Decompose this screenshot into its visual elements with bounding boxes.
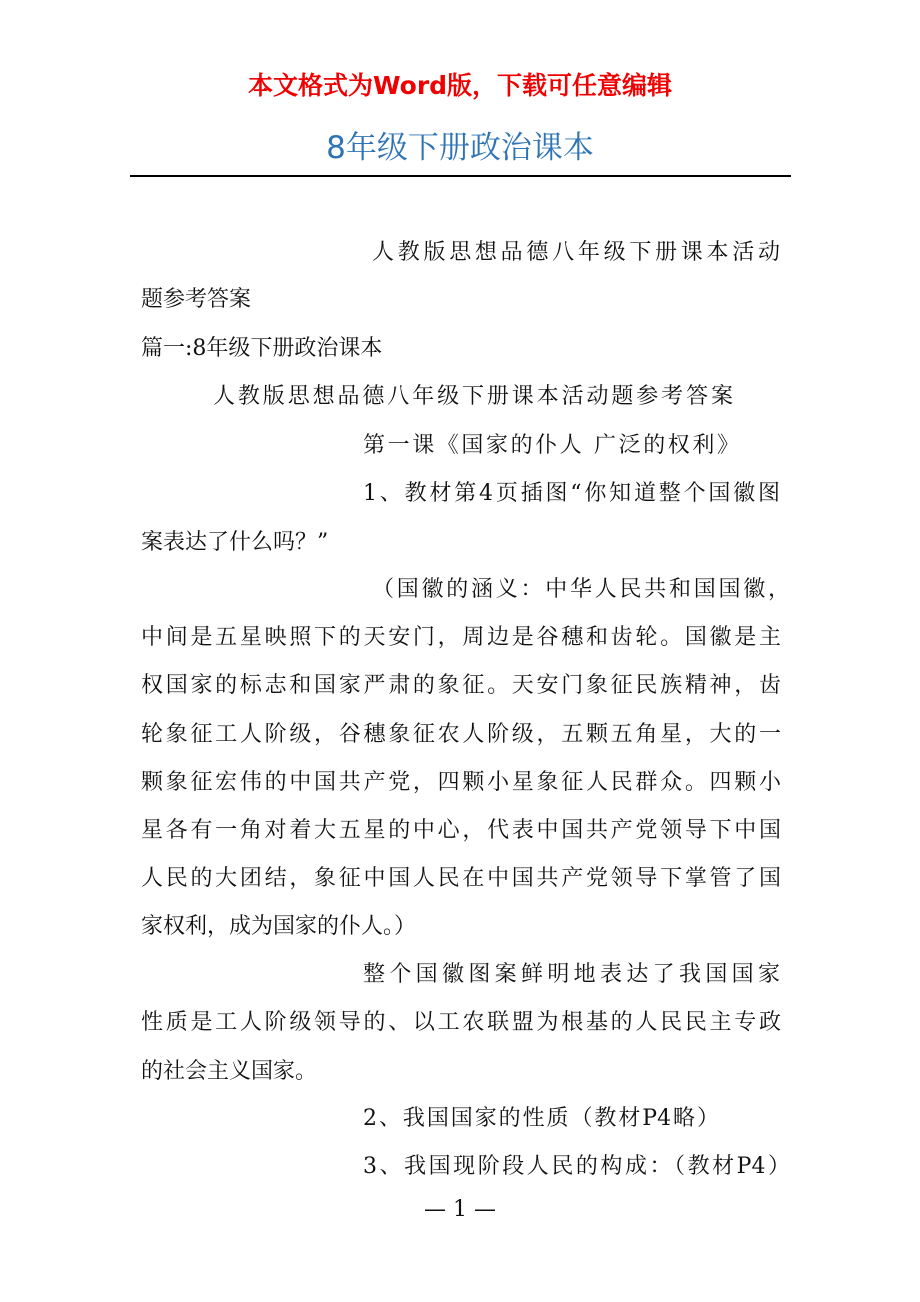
page-number: — 1 —	[424, 1197, 496, 1222]
paragraph-line: 2、我国国家的性质（教材P4略）	[363, 1106, 719, 1131]
lesson-heading: 第一课《国家的仆人 广泛的权利》	[363, 433, 739, 458]
paragraph-line: 题参考答案	[141, 287, 252, 312]
paragraph-line: 颗象征宏伟的中国共产党，四颗小星象征人民群众。四颗小	[141, 770, 781, 795]
paragraph-line: 轮象征工人阶级，谷穗象征农人阶级，五颗五角星，大的一	[141, 722, 781, 747]
paragraph-line: 整个国徽图案鲜明地表达了我国国家	[363, 962, 780, 987]
paragraph-line: 人教版思想品德八年级下册课本活动	[372, 240, 780, 265]
paragraph-line: 案表达了什么吗？”	[141, 530, 329, 555]
document-title: 8年级下册政治课本	[326, 130, 594, 166]
paragraph-line: 权国家的标志和国家严肃的象征。天安门象征民族精神，齿	[141, 673, 781, 698]
paragraph-line: 中间是五星映照下的天安门，周边是谷穗和齿轮。国徽是主	[141, 625, 781, 650]
paragraph-line: 性质是工人阶级领导的、以工农联盟为根基的人民民主专政	[141, 1010, 781, 1035]
subtitle-line: 人教版思想品德八年级下册课本活动题参考答案	[213, 384, 733, 409]
paragraph-line: 3、我国现阶段人民的构成：（教材P4）	[363, 1154, 790, 1179]
paragraph-line: 家权利，成为国家的仆人。）	[141, 914, 417, 939]
section-heading: 篇一:8年级下册政治课本	[141, 336, 383, 361]
paragraph-line: 1、教材第4页插图“你知道整个国徽图	[363, 481, 780, 506]
paragraph-line: （国徽的涵义：中华人民共和国国徽，	[372, 577, 790, 602]
editable-notice-banner: 本文格式为Word版，下载可任意编辑	[247, 71, 673, 100]
paragraph-line: 星各有一角对着大五星的中心，代表中国共产党领导下中国	[141, 818, 781, 843]
paragraph-line: 的社会主义国家。	[141, 1059, 318, 1084]
header-divider	[130, 175, 791, 177]
paragraph-line: 人民的大团结，象征中国人民在中国共产党领导下掌管了国	[141, 866, 781, 891]
